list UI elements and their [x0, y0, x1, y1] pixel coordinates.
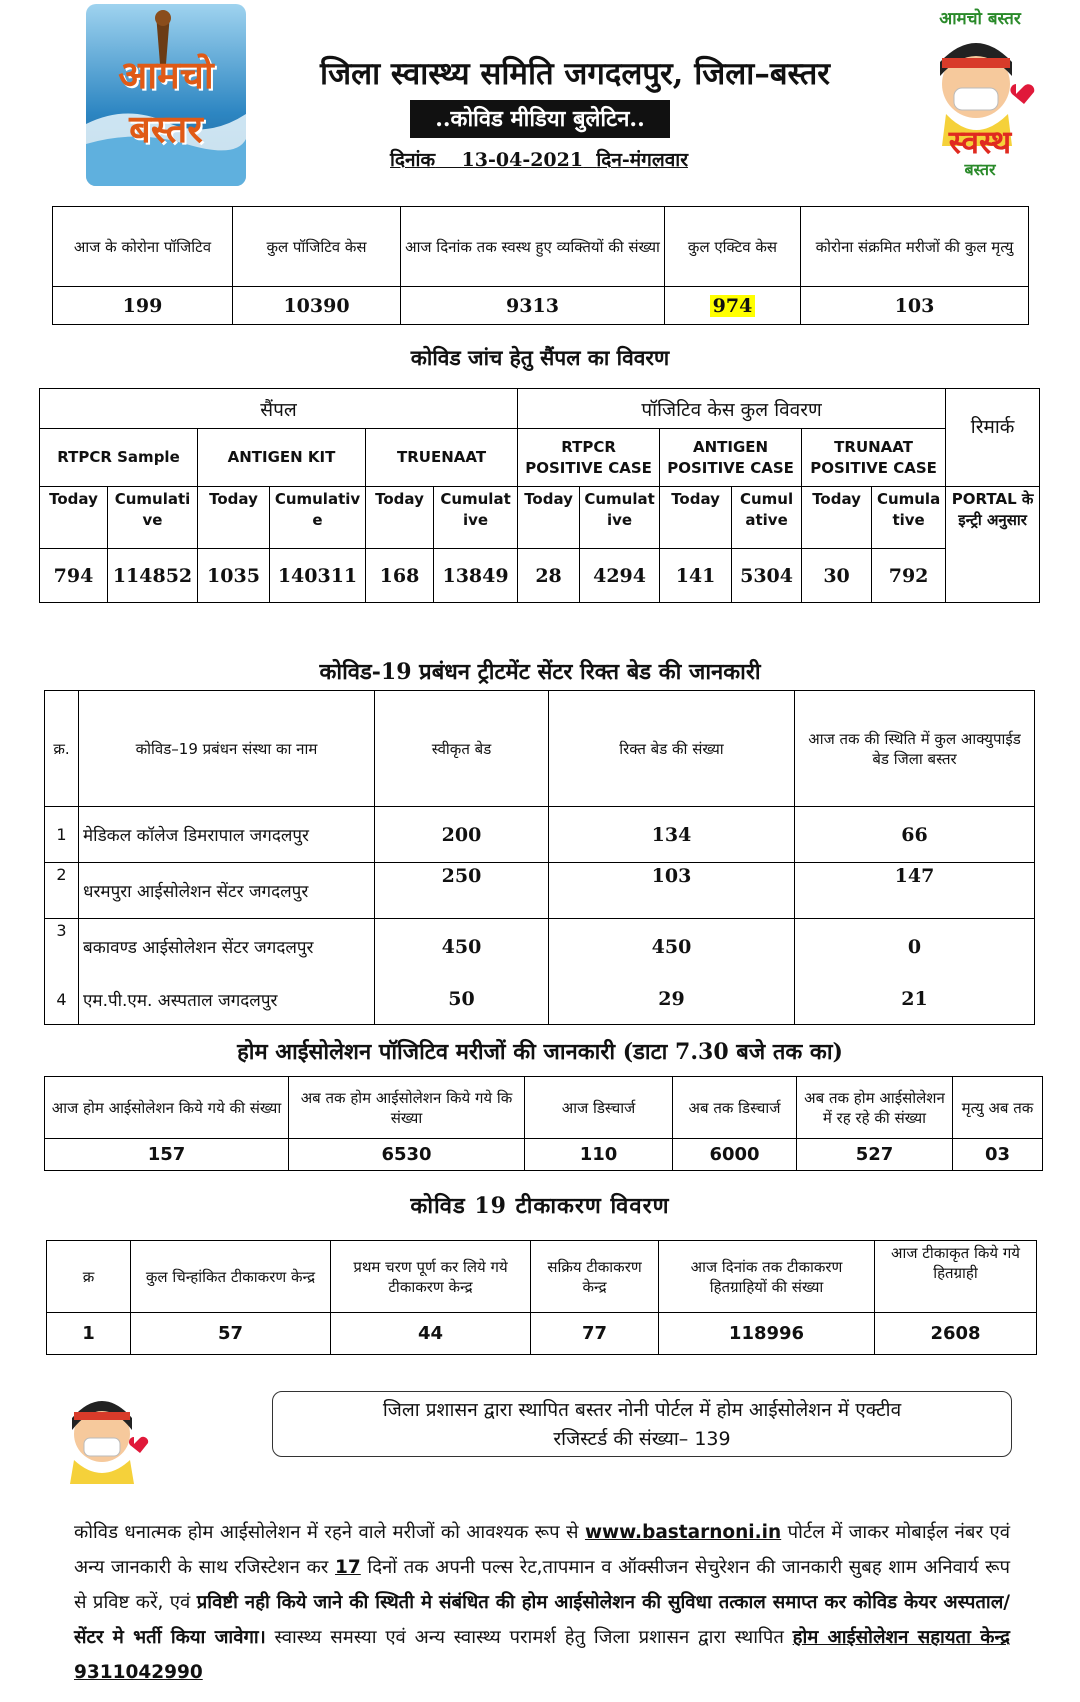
swasth-bastar-mascot — [46, 1372, 158, 1518]
vaccine-value: 1 — [47, 1313, 131, 1355]
vaccine-header: प्रथम चरण पूर्ण कर लिये गये टीकाकरण केन्द्र — [331, 1241, 531, 1313]
home-iso-header: आज होम आईसोलेशन किये गये की संख्या — [45, 1077, 289, 1139]
row-sn: 3 — [45, 919, 79, 975]
col-header: Today — [198, 487, 270, 549]
summary-header: आज के कोरोना पॉजिटिव — [53, 207, 233, 287]
vaccine-section-title: कोविड 19 टीकाकरण विवरण — [410, 1193, 670, 1219]
sample-value: 13849 — [434, 549, 518, 603]
occupied-beds: 147 — [795, 863, 1035, 919]
vacant-beds: 29 — [549, 975, 795, 1025]
sample-value: 4294 — [580, 549, 660, 603]
sample-value: 141 — [660, 549, 732, 603]
summary-table — [52, 206, 1029, 325]
table-row — [45, 863, 1035, 919]
summary-header: कोरोना संक्रमित मरीजों की कुल मृत्यु — [801, 207, 1029, 287]
summary-value: 9313 — [401, 287, 665, 325]
days-count: 17 — [335, 1557, 361, 1578]
occupied-beds: 21 — [795, 975, 1035, 1025]
col-header: Cumulative — [732, 487, 802, 549]
summary-value: 103 — [801, 287, 1029, 325]
occupied-beds: 0 — [795, 919, 1035, 975]
row-sn: 1 — [45, 807, 79, 863]
page-title: जिला स्वास्थ्य समिति जगदलपुर, जिला–बस्तर — [320, 56, 830, 92]
beds-section-title: कोविड-19 प्रबंधन ट्रीटमेंट सेंटर रिक्त बेड की जानकारी — [319, 659, 761, 685]
sample-group-header: सैंपल — [40, 389, 518, 429]
summary-value: 10390 — [233, 287, 401, 325]
sample-value: 794 — [40, 549, 108, 603]
summary-header: कुल पॉजिटिव केस — [233, 207, 401, 287]
home-iso-value: 6000 — [673, 1139, 797, 1171]
home-iso-value: 157 — [45, 1139, 289, 1171]
sample-section-title: कोविड जांच हेतु सैंपल का विवरण — [410, 345, 670, 370]
sample-value: 28 — [518, 549, 580, 603]
vaccine-table — [46, 1240, 1037, 1355]
logo-right-sub-text: बस्तर — [964, 160, 996, 179]
col-header: Cumulative — [108, 487, 198, 549]
notice-line-2: रजिस्टर्ड की संख्या– 139 — [553, 1428, 731, 1450]
vacant-beds: 103 — [549, 863, 795, 919]
home-iso-value: 527 — [797, 1139, 953, 1171]
para-part-3: दिनों तक अपनी पल्स रेट,तापमान व ऑक्सीजन सेचुरेशन की जानकारी सुबह शाम अनिवार्य रूप से प्रविष्ट करें, एवं — [74, 1557, 1010, 1613]
logo-left-text-1: आमचो — [118, 53, 214, 97]
amchobastar-logo — [86, 4, 246, 186]
col-header: Cumulative — [580, 487, 660, 549]
home-iso-header: अब तक डिस्चार्ज — [673, 1077, 797, 1139]
row-sn: 2 — [45, 863, 79, 919]
sub-header: ANTIGEN POSITIVE CASE — [660, 429, 802, 487]
sub-header: RTPCR Sample — [40, 429, 198, 487]
para-part-1: कोविड धनात्मक होम आईसोलेशन में रहने वाले मरीजों को आवश्यक रूप से — [74, 1522, 585, 1543]
col-header: Cumulative — [270, 487, 366, 549]
positive-group-header: पॉजिटिव केस कुल विवरण — [518, 389, 946, 429]
vaccine-value: 77 — [531, 1313, 659, 1355]
vaccine-header: कुल चिन्हांकित टीकाकरण केन्द्र — [131, 1241, 331, 1313]
sample-table — [39, 388, 1040, 603]
home-iso-header: अब तक होम आईसोलेशन किये गये कि संख्या — [289, 1077, 525, 1139]
table-row — [45, 919, 1035, 975]
date-value: 13-04-2021 — [461, 149, 584, 171]
center-name: धरमपुरा आईसोलेशन सेंटर जगदलपुर — [79, 863, 375, 919]
row-sn: 4 — [45, 975, 79, 1025]
col-header: Cumulative — [872, 487, 946, 549]
home-iso-table — [44, 1076, 1043, 1171]
vaccine-header: आज टीकाकृत किये गये हितग्राही — [875, 1241, 1037, 1313]
table-row — [45, 807, 1035, 863]
bulletin-banner: ..कोविड मीडिया बुलेटिन.. — [410, 100, 670, 138]
sample-value: 1035 — [198, 549, 270, 603]
helpline-text: होम आईसोलेशन सहायता केन्द्र 9311042990 — [74, 1627, 1010, 1683]
para-part-2: पोर्टल में जाकर मोबाईल नंबर एवं अन्य जानकारी के साथ रजिस्टेशन कर — [74, 1522, 1010, 1578]
home-iso-section-title: होम आईसोलेशन पॉजिटिव मरीजों की जानकारी (डाटा 7.30 बजे तक का) — [237, 1039, 843, 1065]
date-line — [390, 146, 730, 172]
logo-left-text-2: बस्तर — [129, 107, 203, 151]
portal-link[interactable]: www.bastarnoni.in — [584, 1522, 782, 1543]
table-row — [45, 975, 1035, 1025]
notice-line-1: जिला प्रशासन द्वारा स्थापित बस्तर नोनी पोर्टल में होम आईसोलेशन में एक्टीव — [382, 1399, 902, 1421]
sample-value: 114852 — [108, 549, 198, 603]
vaccine-value: 44 — [331, 1313, 531, 1355]
home-iso-header: मृत्यु अब तक — [953, 1077, 1043, 1139]
center-name: बकावण्ड आईसोलेशन सेंटर जगदलपुर — [79, 919, 375, 975]
remarks-header: रिमार्क — [946, 389, 1040, 487]
col-header: Today — [660, 487, 732, 549]
home-iso-value: 03 — [953, 1139, 1043, 1171]
sample-value: 5304 — [732, 549, 802, 603]
sanctioned-beds: 50 — [375, 975, 549, 1025]
col-header: Today — [518, 487, 580, 549]
vaccine-header: आज दिनांक तक टीकाकरण हितग्राहियों की संख्या — [659, 1241, 875, 1313]
beds-header: क्र. — [45, 691, 79, 807]
sample-value: 168 — [366, 549, 434, 603]
sanctioned-beds: 200 — [375, 807, 549, 863]
sub-header: TRUNAAT POSITIVE CASE — [802, 429, 946, 487]
para-bold-warning: प्रविष्टी नही किये जाने की स्थिती मे संबंधित की होम आईसोलेशन की सुविधा तत्काल समाप्त कर कोविड केयर अस्पताल/सेंटर मे भर्ती किया जावेगा। — [74, 1592, 1011, 1648]
center-name: एम.पी.एम. अस्पताल जगदलपुर — [79, 975, 375, 1025]
swasth-bastar-logo — [912, 6, 1048, 182]
beds-header: आज तक की स्थिति में कुल आक्युपाईड बेड जिला बस्तर — [795, 691, 1035, 807]
occupied-beds: 66 — [795, 807, 1035, 863]
home-iso-value: 110 — [525, 1139, 673, 1171]
sanctioned-beds: 450 — [375, 919, 549, 975]
summary-active-value — [665, 287, 801, 325]
sanctioned-beds: 250 — [375, 863, 549, 919]
beds-header: स्वीकृत बेड — [375, 691, 549, 807]
vaccine-value: 57 — [131, 1313, 331, 1355]
vacant-beds: 134 — [549, 807, 795, 863]
col-header: Today — [366, 487, 434, 549]
date-label: दिनांक — [390, 149, 436, 171]
home-iso-value: 6530 — [289, 1139, 525, 1171]
sub-header: RTPCR POSITIVE CASE — [518, 429, 660, 487]
noni-portal-notice — [272, 1391, 1012, 1457]
vaccine-value: 118996 — [659, 1313, 875, 1355]
summary-header: आज दिनांक तक स्वस्थ हुए व्यक्तियों की संख्या — [401, 207, 665, 287]
sub-header: TRUENAAT — [366, 429, 518, 487]
logo-right-main-text: स्वस्थ — [948, 123, 1012, 161]
sample-value: 792 — [872, 549, 946, 603]
vaccine-value: 2608 — [875, 1313, 1037, 1355]
summary-header: कुल एक्टिव केस — [665, 207, 801, 287]
portal-note: PORTAL के इन्ट्री अनुसार — [946, 487, 1040, 603]
center-name: मेडिकल कॉलेज डिमरापाल जगदलपुर — [79, 807, 375, 863]
summary-value: 199 — [53, 287, 233, 325]
instruction-paragraph — [74, 1515, 1010, 1690]
beds-header: रिक्त बेड की संख्या — [549, 691, 795, 807]
day-value: दिन-मंगलवार — [596, 149, 688, 171]
beds-header: कोविड–19 प्रबंधन संस्था का नाम — [79, 691, 375, 807]
logo-right-top-text: आमचो बस्तर — [939, 9, 1021, 29]
vacant-beds: 450 — [549, 919, 795, 975]
sub-header: ANTIGEN KIT — [198, 429, 366, 487]
active-highlight: 974 — [710, 295, 756, 317]
col-header: Today — [802, 487, 872, 549]
vaccine-header: सक्रिय टीकाकरण केन्द्र — [531, 1241, 659, 1313]
col-header: Cumulative — [434, 487, 518, 549]
col-header: Today — [40, 487, 108, 549]
vaccine-header: क्र — [47, 1241, 131, 1313]
sample-value: 30 — [802, 549, 872, 603]
home-iso-header: आज डिस्चार्ज — [525, 1077, 673, 1139]
home-iso-header: अब तक होम आईसोलेशन में रह रहे की संख्या — [797, 1077, 953, 1139]
beds-table — [44, 690, 1035, 1025]
sample-value: 140311 — [270, 549, 366, 603]
para-part-4: स्वास्थ्य समस्या एवं अन्य स्वास्थ्य परामर्श हेतु जिला प्रशासन द्वारा स्थापित — [265, 1627, 793, 1648]
